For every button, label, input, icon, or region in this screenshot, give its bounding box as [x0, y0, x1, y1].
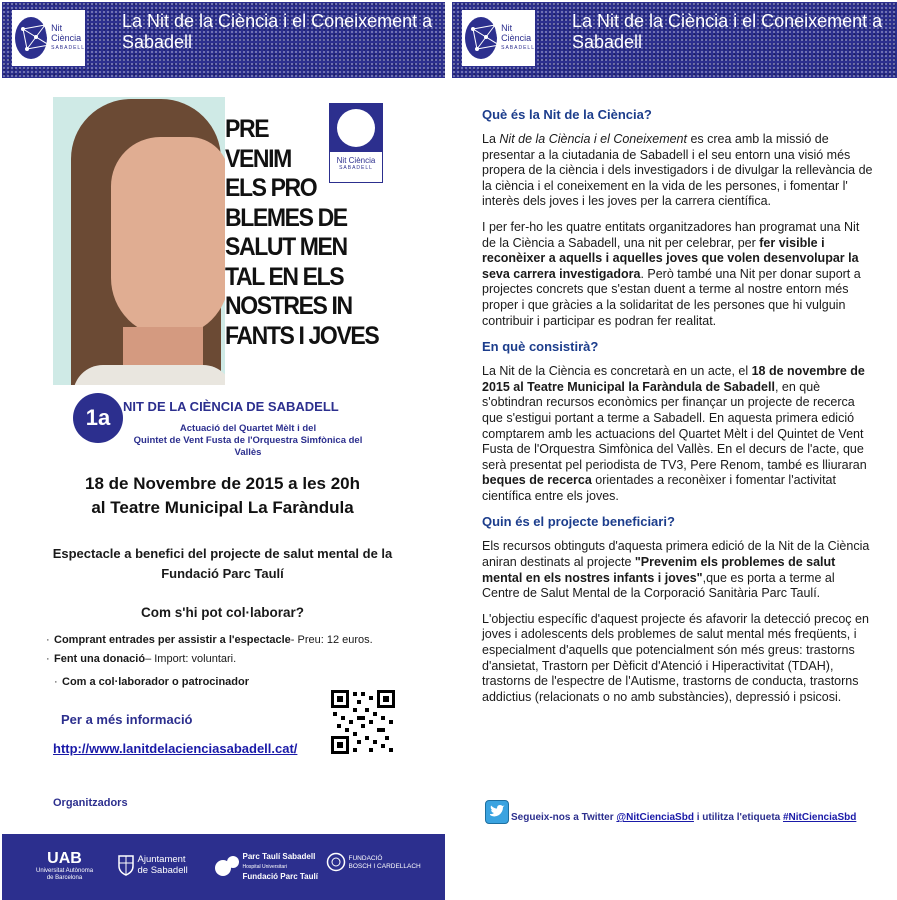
collab-item: · Comprant entrades per assistir a l'espectacle- Preu: 12 euros.: [46, 634, 373, 646]
seal-icon: [326, 852, 346, 874]
slogan-line: SALUT MEN: [225, 233, 347, 261]
logo-sub: SABADELL: [51, 45, 85, 51]
uab-logo: UAB Universitat Autònoma de Barcelona: [36, 850, 94, 881]
poster-sub-line: Actuació del Quartet Mèlt i del: [179, 423, 317, 434]
header-banner: [2, 2, 445, 78]
event-poster: [53, 97, 393, 460]
benefit-text: [30, 544, 415, 584]
right-flyer: [452, 0, 897, 826]
collab-item: · Com a col·laborador o patrocinador: [54, 676, 250, 688]
header-title: La Nit de la Ciència i el Coneixement a Sabadell: [122, 11, 433, 52]
slogan-line: VENIM: [225, 144, 291, 173]
hashtag-link[interactable]: #NitCienciaSbd: [783, 812, 857, 823]
paragraph: L'objectiu específic d'aquest projecte és afavorir la detecció precoç en joves i adolescents dels problemes de salut mental més freqüents, i especialment d'aquells que potencialment són més greus: trastorns d'ansietat, Trastorn per Dèficit d'Atenció i Hiperactivitat (TDAH), trastorns de l'espectre de l'Autisme, trastorns de conducta, trastorns addictius (relacionats o no amb substàncies), depressió i psicosi.: [482, 611, 869, 704]
info-content: [482, 107, 874, 715]
twitter-bird-icon[interactable]: [485, 800, 509, 824]
nit-ciencia-logo: [12, 10, 85, 66]
logo-name: Nit Ciència: [501, 23, 532, 43]
poster-headline: NIT DE LA CIÈNCIA DE SABADELL: [123, 399, 339, 414]
event-date: 18 de Novembre de 2015 a les 20h: [85, 474, 360, 493]
twitter-handle-link[interactable]: @NitCienciaSbd: [616, 812, 694, 823]
section-heading: Què és la Nit de la Ciència?: [482, 107, 652, 122]
slogan-line: FANTS I JOVES: [225, 321, 379, 350]
paragraph: La Nit de la Ciència i el Coneixement es crea amb la missió de presentar a la ciutadania de Sabadell i el seu entorn una visió més propera de la ciència i dels investigadors i de divulgar la rellevància de la ciència i el coneixement en la vida de les persones, i fomentar l' interès dels joves i les joves per la carrera científica.: [482, 132, 873, 209]
poster-band: [53, 385, 393, 460]
slogan-line: NOSTRES IN: [225, 292, 352, 320]
poster-slogan: [225, 97, 393, 385]
parc-tauli-icon: [214, 854, 240, 880]
poster-logo-name: Nit Ciència: [336, 156, 376, 165]
atom-network-icon: [15, 17, 47, 59]
girl-photo: [53, 97, 225, 385]
slogan-line: PRE: [225, 115, 269, 143]
poster-logo-sub: SABADELL: [339, 165, 373, 171]
left-flyer: [0, 0, 445, 900]
section-heading: Quin és el projecte beneficiari?: [482, 514, 675, 530]
logo-sub: SABADELL: [501, 45, 535, 51]
ajuntament-logo: Ajuntament de Sabadell: [117, 852, 188, 878]
qr-code: [331, 690, 395, 754]
more-info-title: Per a més informació: [61, 712, 193, 727]
poster-subtitle: [123, 423, 373, 459]
slogan-line: BLEMES DE: [225, 203, 347, 232]
paragraph: Els recursos obtinguts d'aquesta primera edició de la Nit de la Ciència aniran destinats al projecte "Prevenim els problemes de salut mental en els nostres infants i joves",que es porta a terme al Centre de Salut Mental de la Corporació Sanitària Parc Taulí.: [482, 539, 870, 601]
poster-logo: [329, 103, 383, 183]
atom-network-icon: [337, 109, 375, 147]
collab-item: · Fent una donació– Import: voluntari.: [46, 653, 237, 665]
organizers-title: Organitzadors: [53, 797, 128, 809]
fundacio-bosch-logo: FUNDACIÓ BOSCH I CARDELLACH: [326, 852, 421, 874]
logo-name: Nit Ciència: [51, 23, 82, 43]
edition-badge: 1a: [73, 393, 123, 443]
section-heading: En què consistirà?: [482, 339, 599, 355]
paragraph: I per fer-ho les quatre entitats organitzadores han programat una Nit de la Ciència a Sabadell, una nit per celebrar, per fer visible i reconèixer a aquells i aquelles joves que volen desenvolupar la seva carrera investigadora. Però també una Nit per donar suport a projectes concrets que s'estan duent a terme al nostre entorn més proper i que gràcies a la solidaritat de les persones que hi vulguin contribuir i participar es podran fer realitat.: [482, 219, 861, 328]
header-title: La Nit de la Ciència i el Coneixement a Sabadell: [572, 11, 883, 52]
collab-title: Com s'hi pot col·laborar?: [141, 605, 304, 620]
twitter-footer: [482, 800, 892, 824]
benefit-line: Fundació Parc Taulí: [161, 566, 284, 581]
header-banner: [452, 2, 897, 78]
parc-tauli-logo: Parc Taulí Sabadell Hospital Universitari Fundació Parc Taulí: [214, 852, 318, 881]
twitter-text: Segueix-nos a Twitter @NitCienciaSbd i utilitza l'etiqueta #NitCienciaSbd: [511, 812, 857, 823]
poster-sub-line: Quintet de Vent Fusta de l'Orquestra Simfònica del Vallès: [133, 435, 363, 458]
nit-ciencia-logo: [462, 10, 535, 66]
event-venue: al Teatre Municipal La Faràndula: [91, 498, 354, 517]
paragraph: La Nit de la Ciència es concretarà en un acte, el 18 de novembre de 2015 al Teatre Municipal la Faràndula de Sabadell, en què s'obtindran recursos econòmics per finançar un projecte de recerca que s'estigui portant a terme a Sabadell. En aquesta primera edició comptarem amb les actuacions del Quartet Mèlt i del Quintet de Vent Fusta de l'Orquestra Simfònica del Vallès. En el decurs de l'acte, que serà presentat pel periodista de TV3, Pere Renom, també es lliuraran beques de recerca orientades a reconèixer i fomentar l'activitat científica entre els joves.: [482, 364, 867, 503]
slogan-line: ELS PRO: [225, 174, 317, 202]
benefit-line: Espectacle a benefici del projecte de salut mental de la: [52, 546, 393, 561]
coat-of-arms-icon: [117, 852, 135, 878]
slogan-line: TAL EN ELS: [225, 262, 344, 291]
website-link[interactable]: http://www.lanitdelacienciasabadell.cat/: [53, 741, 298, 756]
organizers-footer: [2, 834, 445, 900]
atom-network-icon: [465, 17, 497, 59]
